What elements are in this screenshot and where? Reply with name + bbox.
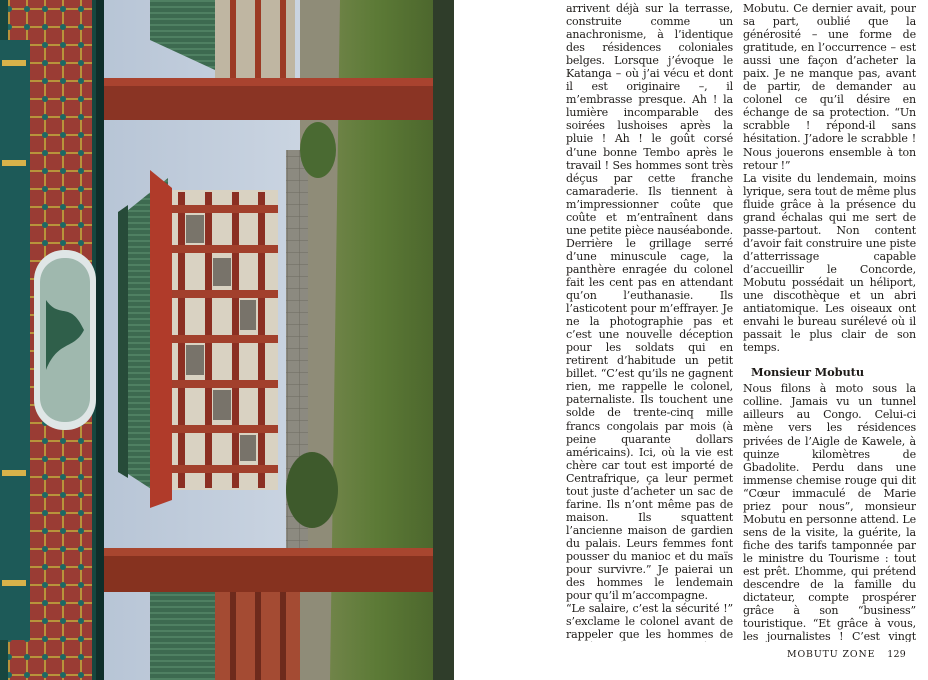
paragraph: La visite du lendemain, moins lyrique, sera tout de même plus fluide grâce à la présence du grand échalas qui me sert de passe-partout. Non content d’avoir fait construire une piste d’atterrissage capable d’accueillir le Concorde, Mobutu possédait un héliport, une discothèque et un abri antiatomique. Les oiseaux ont envahi le bureau surélevé où il passait le plus clair de son temps. — [743, 171, 916, 355]
chinese-pavilion-photo — [0, 0, 454, 680]
article-page — [454, 0, 928, 680]
paragraph: Nous filons à moto sous la colline. Jamais vu un tunnel ailleurs au Congo. Celui-ci mène vers les résidences privées de l’Aigle de Kawele, à quinze kilomètres de Gbadolite. Perdu dans une immense chemise rouge qui dit “Cœur immaculé de Marie priez pour nous”, monsieur Mobutu en personne attend. Le sens de la visite, la guérite, la fiche des tarifs tamponnée par le ministre du Tourisme : tout est prêt. L’homme, qui prétend descendre de la famille du dictateur, compte prospérer grâce à son “business” touristique. “Et grâce à vous, les journalistes ! C’est vingt — [743, 382, 916, 642]
running-head: MOBUTU ZONE — [786, 649, 876, 660]
photo-chinese-pavilion-icon — [0, 0, 454, 680]
paragraph: arrivent déjà sur la terrasse, construite comme un anachronisme, à l’identique des résidences coloniales belges. Lorsque j’évoque le Katanga – où j’ai vécu et dont il est originaire –, il m’embrasse presque. Ah ! la lumière incomparable des soirées lushoises après la pluie ! Ah ! le goût corsé d’une bonne Tembo après le travail ! Ses hommes sont très déçus par cette franche camaraderie. Ils tiennent à m’impressionner coûte que coûte et m’entraînent dans une petite pièce nauséabonde. Derrière le grillage serré d’une minuscule cage, la panthère enragée du colonel fait les cent pas en attendant qu’on l’euthanasie. Ils l’asticotent pour m’effrayer. Je ne la photographie pas et c’est une nouvelle déception pour les soldats qui en retirent d’habitude un petit billet. “C’est qu’ils ne gagnent rien, me rappelle le colonel, paternaliste. Ils touchent une solde de trente-cinq mille francs congolais par mois (à peine quarante dollars américains). Ici, où la vie est chère car tout est importé de Centrafrique, ça leur permet tout juste d’acheter un sac de farine. Ils n’ont même pas de maison. Ils squattent l’ancienne maison de gardien du palais. Leurs femmes font pousser du manioc et du maïs pour survivre.” Je paierai un des hommes le lendemain pour qu’il m’accompagne. — [566, 2, 733, 603]
folio — [787, 649, 906, 660]
paragraph: Mobutu. Ce dernier avait, pour sa part, oublié que la générosité – une forme de gratitude, en l’occurrence – est aussi une façon d’acheter la paix. Je ne manque pas, avant de partir, de demander au colonel ce qu’il désire en échange de sa protection. “Un scrabble ! répond-il sans hésitation. J’adore le scrabble ! Nous jouerons ensemble à ton retour !” — [743, 2, 916, 172]
page-number: 129 — [887, 649, 906, 660]
text-column-2 — [743, 2, 916, 642]
section-heading: Monsieur Mobutu — [751, 365, 865, 380]
text-column-1 — [566, 2, 733, 642]
paragraph: “Le salaire, c’est la sécurité !” s’exclame le colonel avant de rappeler que les hommes de — [566, 602, 733, 642]
